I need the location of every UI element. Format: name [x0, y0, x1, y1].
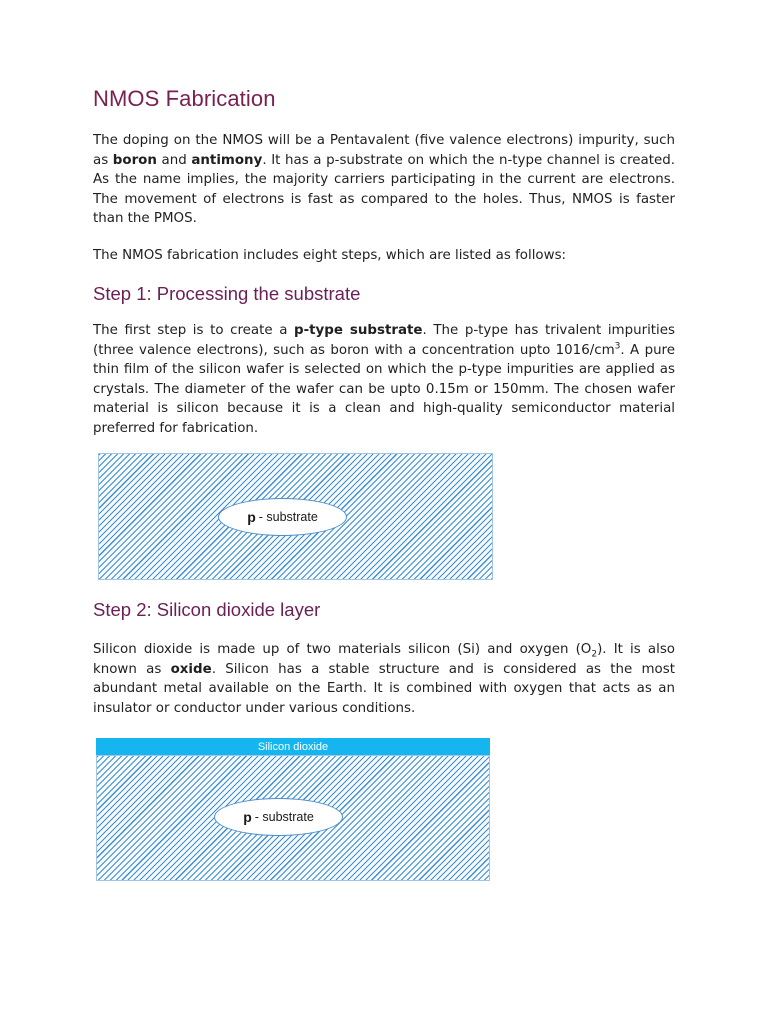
intro-paragraph	[93, 131, 675, 229]
step1-heading: Step 1: Processing the substrate	[93, 283, 361, 304]
step2-subscript: 2	[591, 649, 598, 660]
p-substrate-ellipse	[218, 498, 347, 536]
step1-superscript: 3	[614, 341, 621, 352]
step2-heading: Step 2: Silicon dioxide layer	[93, 599, 321, 620]
step1-substrate-diagram	[98, 453, 493, 580]
step2-bold-oxide: oxide	[170, 661, 212, 677]
step2-text-1: Silicon dioxide is made up of two materials silicon (Si) and oxygen (O	[93, 642, 592, 657]
intro-bold-antimony: antimony	[191, 152, 263, 168]
p-label: p	[247, 509, 256, 525]
intro-text-1: The doping on the NMOS will be a Pentavalent (five valence electrons) impurity, such as	[93, 133, 675, 168]
intro-bold-boron: boron	[112, 152, 157, 168]
silicon-dioxide-layer: Silicon dioxide	[96, 738, 490, 755]
intro-text-2: and	[156, 152, 192, 168]
step2-oxide-diagram	[96, 738, 490, 881]
steps-intro-paragraph: The NMOS fabrication includes eight steps, which are listed as follows:	[93, 248, 567, 263]
step2-text-2: ). It is also known as	[93, 642, 675, 677]
intro-text-3: . It has a p-substrate on which the n-type channel is created. As the name implies, the majority carriers participating in the current are electrons. The movement of electrons is fast as compared to the holes. Thus, NMOS is faster than the PMOS.	[93, 152, 675, 227]
step2-paragraph	[93, 640, 675, 718]
p-substrate-ellipse	[214, 798, 343, 836]
page-title: NMOS Fabrication	[93, 86, 276, 111]
step1-bold-ptype: p-type substrate	[294, 323, 423, 338]
step1-text-1: The first step is to create a	[93, 323, 294, 338]
substrate-label: - substrate	[254, 810, 314, 824]
step1-paragraph	[93, 321, 675, 439]
step2-text-3: . Silicon has a stable structure and is considered as the most abundant metal available on the Earth. It is combined with oxygen that acts as an insulator or conductor under various conditions.	[93, 661, 675, 716]
step1-text-3: . A pure thin film of the silicon wafer is selected on which the p-type impurities are applied as crystals. The diameter of the wafer can be upto 0.15m or 150mm. The chosen wafer material is silicon because it is a clean and high-quality semiconductor material preferred for fabrication.	[93, 342, 676, 436]
p-label: p	[243, 809, 252, 825]
substrate-label: - substrate	[258, 510, 318, 524]
step1-text-2: . The p-type has trivalent impurities (three valence electrons), such as boron with a concentration upto 1016/cm	[93, 323, 675, 358]
